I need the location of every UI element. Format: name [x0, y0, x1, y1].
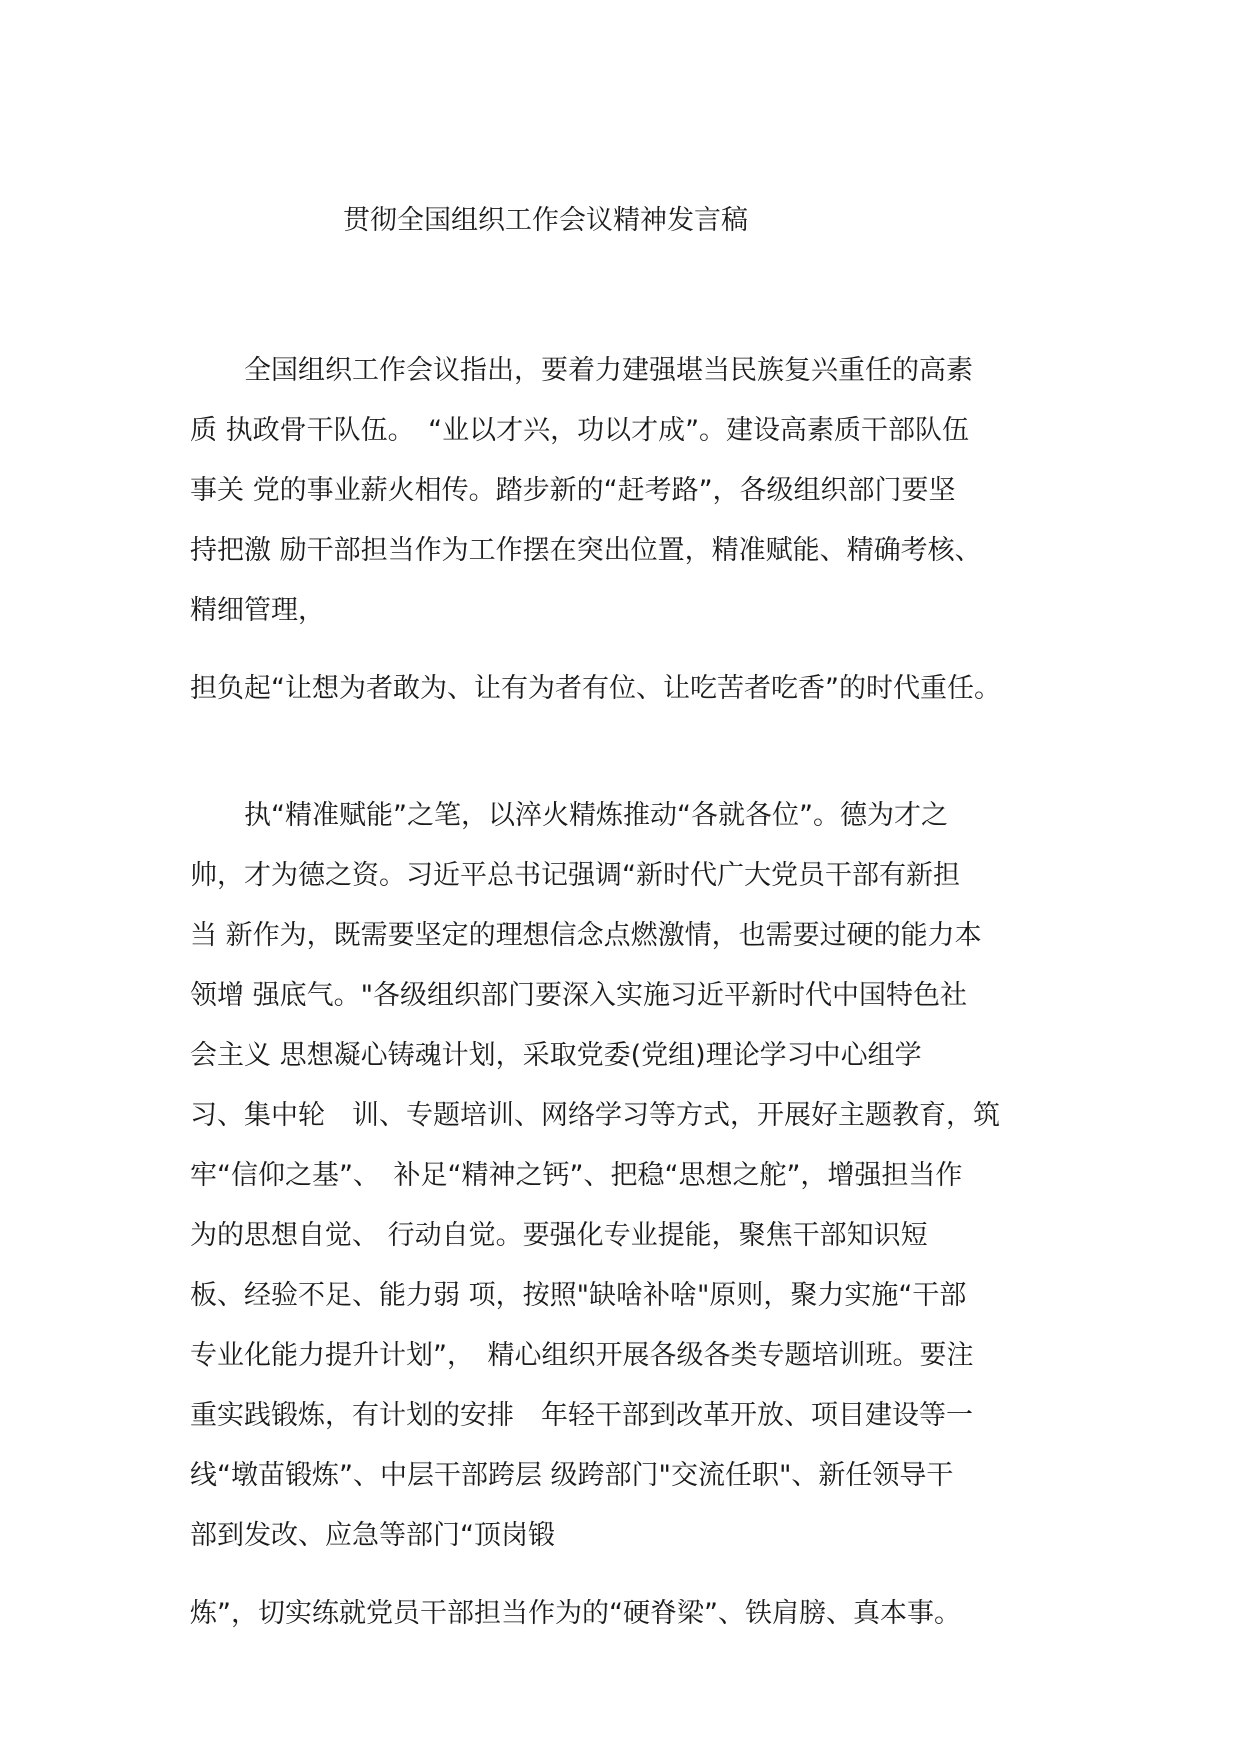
paragraph-line: 持把激 励干部担当作为工作摆在突出位置，精准赋能、精确考核、 [190, 535, 982, 566]
paragraph-line: 为的思想自觉、 行动自觉。要强化专业提能，聚焦干部知识短 [190, 1220, 928, 1251]
paragraph-line: 执“精准赋能”之笔，以淬火精炼推动“各就各位”。德为才之 [190, 800, 948, 831]
paragraph-line: 领增 强底气。"各级组织部门要深入实施习近平新时代中国特色社 [190, 980, 968, 1011]
paragraph-line: 部到发改、应急等部门“顶岗锻 [190, 1520, 555, 1551]
paragraph-line: 牢“信仰之基”、 补足“精神之钙”、把稳“思想之舵”，增强担当作 [190, 1160, 963, 1191]
paragraph-line: 担负起“让想为者敢为、让有为者有位、让吃苦者吃香”的时代重任。 [190, 673, 1001, 704]
paragraph-line: 线“墩苗锻炼”、中层干部跨层 级跨部门"交流任职"、新任领导干 [190, 1460, 954, 1491]
paragraph-line: 帅，才为德之资。习近平总书记强调“新时代广大党员干部有新担 [190, 860, 960, 891]
paragraph-line: 板、经验不足、能力弱 项，按照"缺啥补啥"原则，聚力实施“干部 [190, 1280, 967, 1311]
paragraph-line: 炼”，切实练就党员干部担当作为的“硬脊梁”、铁肩膀、真本事。 [190, 1598, 961, 1629]
paragraph-line: 会主义 思想凝心铸魂计划，采取党委(党组)理论学习中心组学 [190, 1040, 922, 1071]
paragraph-line: 质 执政骨干队伍。 “业以才兴，功以才成”。建设高素质干部队伍 [190, 415, 970, 446]
paragraph-line: 习、集中轮 训、专题培训、网络学习等方式，开展好主题教育，筑 [190, 1100, 1000, 1131]
paragraph-line: 专业化能力提升计划”， 精心组织开展各级各类专题培训班。要注 [190, 1340, 974, 1371]
paragraph-line: 当 新作为，既需要坚定的理想信念点燃激情，也需要过硬的能力本 [190, 920, 982, 951]
paragraph-line: 重实践锻炼，有计划的安排 年轻干部到改革开放、项目建设等一 [190, 1400, 973, 1431]
paragraph-line: 全国组织工作会议指出，要着力建强堪当民族复兴重任的高素 [190, 355, 973, 386]
document-title: 贯彻全国组织工作会议精神发言稿 [343, 205, 748, 236]
paragraph-line: 事关 党的事业薪火相传。踏步新的“赶考路”，各级组织部门要坚 [190, 475, 956, 506]
paragraph-line: 精细管理， [190, 595, 325, 626]
